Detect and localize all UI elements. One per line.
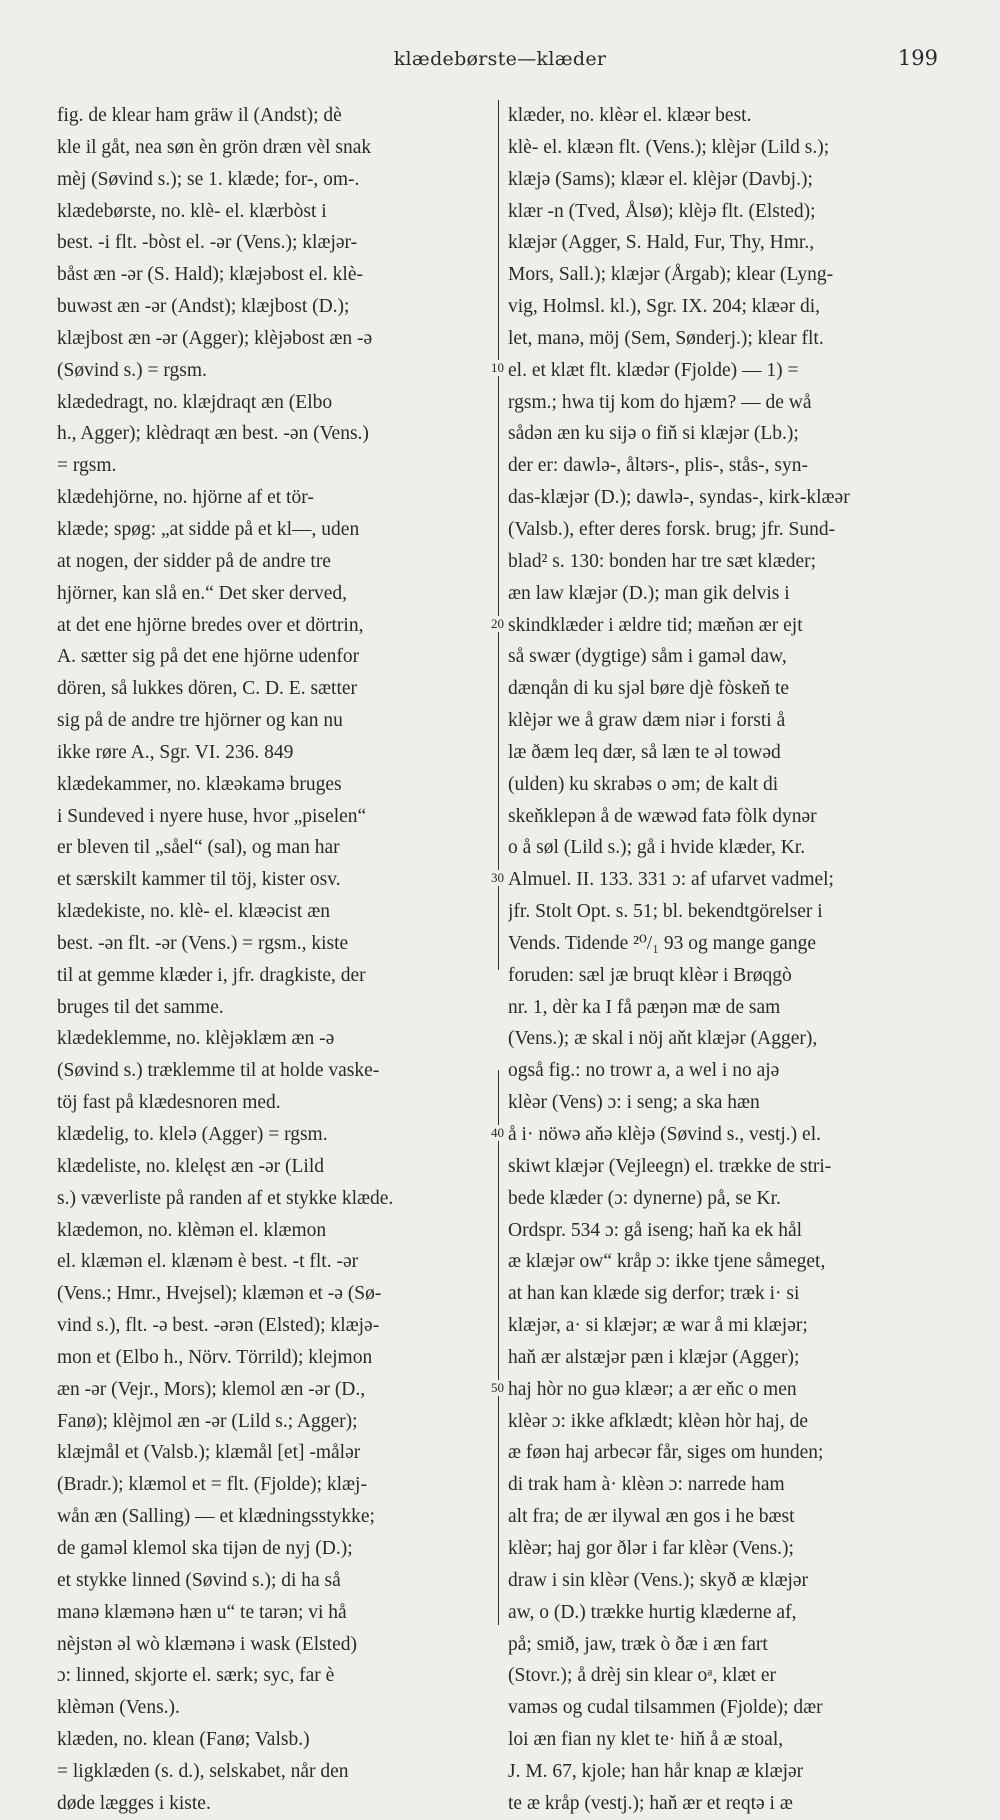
text-line: das-klæjər (D.); dawlə-, syndas-, kirk-klæər <box>508 487 850 509</box>
text-line: skindklæder i ældre tid; mæňən ær ejt <box>508 614 803 636</box>
text-line: klædekammer, no. klæəkamə bruges <box>57 773 342 795</box>
text-line: ikke røre A., Sgr. VI. 236. 849 <box>57 741 294 763</box>
text-line: klædebørste, no. klè- el. klærbòst i <box>57 200 327 222</box>
text-line: (Søvind s.) træklemme til at holde vaske- <box>57 1060 380 1082</box>
text-line: manə klæmənə hæn u“ te tarən; vi hå <box>57 1601 347 1623</box>
text-line: er bleven til „såel“ (sal), og man har <box>57 837 340 859</box>
text-line: et særskilt kammer til töj, kister osv. <box>57 869 341 891</box>
text-line: klèjər we å graw dæm niər i forsti å <box>508 710 786 732</box>
text-line: på; smið, jaw, træk ò ðæ i æn fart <box>508 1633 768 1655</box>
text-line: at det ene hjörne bredes over et dörtrin, <box>57 614 364 636</box>
text-line: (ulden) ku skrabəs o əm; de kalt di <box>508 773 779 795</box>
text-line: (Vens.; Hmr., Hvejsel); klæmən et -ə (Sø- <box>57 1283 382 1305</box>
text-line: sig på de andre tre hjörner og kan nu <box>57 710 343 732</box>
text-line: haj hòr no guə klæər; a ær eňc o men <box>508 1378 797 1400</box>
text-line: (Valsb.), efter deres forsk. brug; jfr. Sund- <box>508 518 836 540</box>
text-line: loi æn fian ny klet te· hiň å æ stoal, <box>508 1729 784 1751</box>
text-line: klædeliste, no. klelęst æn -ər (Lild <box>57 1155 324 1177</box>
text-line: klèər; haj gor ðlər i far klèər (Vens.); <box>508 1537 794 1559</box>
text-line: foruden: sæl jæ bruqt klèər i Brøqgò <box>508 964 792 986</box>
page-number: 199 <box>897 46 938 70</box>
text-line: klæder, no. klèər el. klæər best. <box>508 105 752 126</box>
text-line: de gaməl klemol ska tijən de nyj (D.); <box>57 1537 353 1559</box>
text-line: töj fast på klædesnoren med. <box>57 1092 281 1114</box>
text-line: hjörner, kan slå en.“ Det sker derved, <box>57 582 347 604</box>
text-line: h., Agger); klèdraqt æn best. -ən (Vens.) <box>57 423 369 445</box>
line-number: 30 <box>491 870 504 885</box>
text-line: vig, Holmsl. kl.), Sgr. IX. 204; klæər di, <box>508 296 820 318</box>
text-line: Almuel. II. 133. 331 ɔ: af ufarvet vadmel; <box>508 869 834 891</box>
line-number: 10 <box>491 360 504 375</box>
text-line: jfr. Stolt Opt. s. 51; bl. bekendtgörelser i <box>508 901 823 923</box>
text-line: best. -ən flt. -ər (Vens.) = rgsm., kiste <box>57 932 349 954</box>
text-line: el. klæmən el. klænəm è best. -t flt. -ər <box>57 1251 359 1273</box>
text-line: bede klæder (ɔ: dynerne) på, se Kr. <box>508 1187 781 1209</box>
text-line: buwəst æn -ər (Andst); klæjbost (D.); <box>57 296 350 318</box>
text-line: J. M. 67, kjole; han hår knap æ klæjər <box>508 1760 804 1782</box>
text-line: let, manə, möj (Sem, Sønderj.); klear flt. <box>508 327 824 349</box>
text-line: til at gemme klæder i, jfr. dragkiste, der <box>57 964 366 986</box>
text-line: klæjbost æn -ər (Agger); klèjəbost æn -ə <box>57 327 373 349</box>
text-line: skeňklepən å de wæwəd fatə fòlk dynər <box>508 805 817 827</box>
text-line: vind s.), flt. -ə best. -ərən (Elsted); klæjə- <box>57 1315 380 1337</box>
text-line: o å søl (Lild s.); gå i hvide klæder, Kr. <box>508 837 806 859</box>
text-line: wån æn (Salling) — et klædningsstykke; <box>57 1506 375 1528</box>
text-line: klædeklemme, no. klèjəklæm æn -ə <box>57 1028 335 1050</box>
text-line: klædekiste, no. klè- el. klæəcist æn <box>57 901 330 923</box>
text-line: mèj (Søvind s.); se 1. klæde; for-, om-. <box>57 168 360 190</box>
text-line: di trak ham à· klèən ɔ: narrede ham <box>508 1474 785 1496</box>
text-line: å i· nöwə aňə klèjə (Søvind s., vestj.) el. <box>508 1124 821 1145</box>
text-line: dören, så lukkes dören, C. D. E. sætter <box>57 678 358 700</box>
text-line: klædelig, to. klelə (Agger) = rgsm. <box>57 1124 328 1145</box>
text-line: klædemon, no. klèmən el. klæmon <box>57 1219 327 1241</box>
text-line: klæjər, a· si klæjər; æ war å mi klæjər; <box>508 1315 808 1337</box>
line-number: 20 <box>491 616 504 631</box>
text-line: (Søvind s.) = rgsm. <box>57 359 207 381</box>
text-line: nèjstən əl wò klæmənə i wask (Elsted) <box>57 1633 358 1655</box>
text-line: klædedragt, no. klæjdraqt æn (Elbo <box>57 391 333 413</box>
text-line: (Bradr.); klæmol et = flt. (Fjolde); klæj- <box>57 1474 367 1496</box>
line-number: 40 <box>491 1125 504 1140</box>
text-line: vaməs og cudal tilsammen (Fjolde); dær <box>508 1697 823 1719</box>
text-line: æn -ər (Vejr., Mors); klemol æn -ər (D., <box>57 1378 366 1400</box>
text-line: fig. de klear ham gräw il (Andst); dè <box>57 105 342 126</box>
text-line: i Sundeved i nyere huse, hvor „piselen“ <box>57 805 367 827</box>
text-line: klær -n (Tved, Ålsø); klèjə flt. (Elsted); <box>508 200 816 222</box>
text-line: æ klæjər ow“ kråp ɔ: ikke tjene såmeget, <box>508 1251 826 1273</box>
text-line: klèmən (Vens.). <box>57 1697 180 1719</box>
text-line: Ordspr. 534 ɔ: gå iseng; haň ka ek hål <box>508 1219 803 1241</box>
text-line: båst æn -ər (S. Hald); klæjəbost el. klè- <box>57 264 363 286</box>
text-line: Mors, Sall.); klæjər (Årgab); klear (Lyng- <box>508 264 834 286</box>
text-line: klè- el. klæən flt. (Vens.); klèjər (Lild s.); <box>508 136 830 158</box>
right-column <box>508 100 940 1820</box>
line-number: 50 <box>491 1380 504 1395</box>
text-line: også fig.: no trowr a, a wel i no ajə <box>508 1060 780 1082</box>
text-line: = ligklæden (s. d.), selskabet, når den <box>57 1760 349 1782</box>
text-line: nr. 1, dèr ka I få pæŋən mæ de sam <box>508 996 781 1018</box>
text-line: sådən æn ku sijə o fiň si klæjər (Lb.); <box>508 423 799 445</box>
text-line: aw, o (D.) trække hurtig klæderne af, <box>508 1601 797 1623</box>
text-line: døde lægges i kiste. <box>57 1792 211 1814</box>
text-line: ɔ: linned, skjorte el. særk; syc, far è <box>57 1665 335 1687</box>
running-title: klædebørste—klæder <box>393 48 607 70</box>
text-line: best. -i flt. -bòst el. -ər (Vens.); klæjər- <box>57 232 358 254</box>
text-line: klæjər (Agger, S. Hald, Fur, Thy, Hmr., <box>508 232 815 254</box>
text-line: Fanø); klèjmol æn -ər (Lild s.; Agger); <box>57 1410 358 1432</box>
text-line: skiwt klæjər (Vejleegn) el. trække de stri- <box>508 1155 832 1177</box>
text-line: A. sætter sig på det ene hjörne udenfor <box>57 646 360 668</box>
text-line: at han kan klæde sig derfor; træk i· si <box>508 1283 800 1305</box>
text-line: kle il gåt, nea søn èn grön dræn vèl snak <box>57 136 372 158</box>
text-line: = rgsm. <box>57 455 117 477</box>
left-column <box>57 100 489 1820</box>
text-line: el. et klæt flt. klædər (Fjolde) — 1) = <box>508 359 799 381</box>
text-line: at nogen, der sidder på de andre tre <box>57 550 331 572</box>
text-line: draw i sin klèər (Vens.); skyð æ klæjər <box>508 1569 809 1591</box>
text-line: bruges til det samme. <box>57 996 224 1018</box>
text-line: klædehjörne, no. hjörne af et tör- <box>57 487 314 509</box>
text-line: haň ær alstæjər pæn i klæjər (Agger); <box>508 1346 800 1368</box>
text-line: så swær (dygtige) såm i gaməl daw, <box>508 646 787 668</box>
text-line: æ føən haj arbecər får, siges om hunden; <box>508 1442 824 1464</box>
text-line: Vends. Tidende ²⁰/₁ 93 og mange gange <box>508 932 817 954</box>
text-line: dænqån di ku sjəl børe djè fòskeň te <box>508 678 790 700</box>
text-line: mon et (Elbo h., Nörv. Törrild); klejmon <box>57 1346 373 1368</box>
text-line: klèər (Vens) ɔ: i seng; a ska hæn <box>508 1092 760 1114</box>
text-line: klæjmål et (Valsb.); klæmål [et] -målər <box>57 1442 361 1464</box>
text-line: te æ kråp (vestj.); haň ær et reqtə i æ <box>508 1792 793 1814</box>
text-line: klæden, no. klean (Fanø; Valsb.) <box>57 1729 310 1751</box>
text-line: æn law klæjər (D.); man gik delvis i <box>508 582 790 604</box>
text-line: alt fra; de ær ilywal æn gos i he bæst <box>508 1506 795 1528</box>
column-rule-upper <box>498 100 499 970</box>
text-line: der er: dawlə-, åltərs-, plis-, stås-, syn- <box>508 455 808 477</box>
text-line: læ ðæm leq dær, så læn te əl towəd <box>508 741 781 763</box>
text-line: et stykke linned (Søvind s.); di ha så <box>57 1569 341 1591</box>
text-line: klæde; spøg: „at sidde på et kl—, uden <box>57 518 360 540</box>
text-line: (Vens.); æ skal i nöj aňt klæjər (Agger), <box>508 1028 818 1050</box>
text-line: blad² s. 130: bonden har tre sæt klæder; <box>508 550 817 572</box>
text-line: s.) væverliste på randen af et stykke klæde. <box>57 1187 394 1209</box>
text-line: klèər ɔ: ikke afklædt; klèən hòr haj, de <box>508 1410 808 1432</box>
text-line: klæjə (Sams); klæər el. klèjər (Davbj.); <box>508 168 813 190</box>
column-rule-lower <box>498 1070 499 1625</box>
text-line: rgsm.; hwa tij kom do hjæm? — de wå <box>508 391 812 413</box>
text-line: (Stovr.); å drèj sin klear oᵃ, klæt er <box>508 1665 776 1687</box>
